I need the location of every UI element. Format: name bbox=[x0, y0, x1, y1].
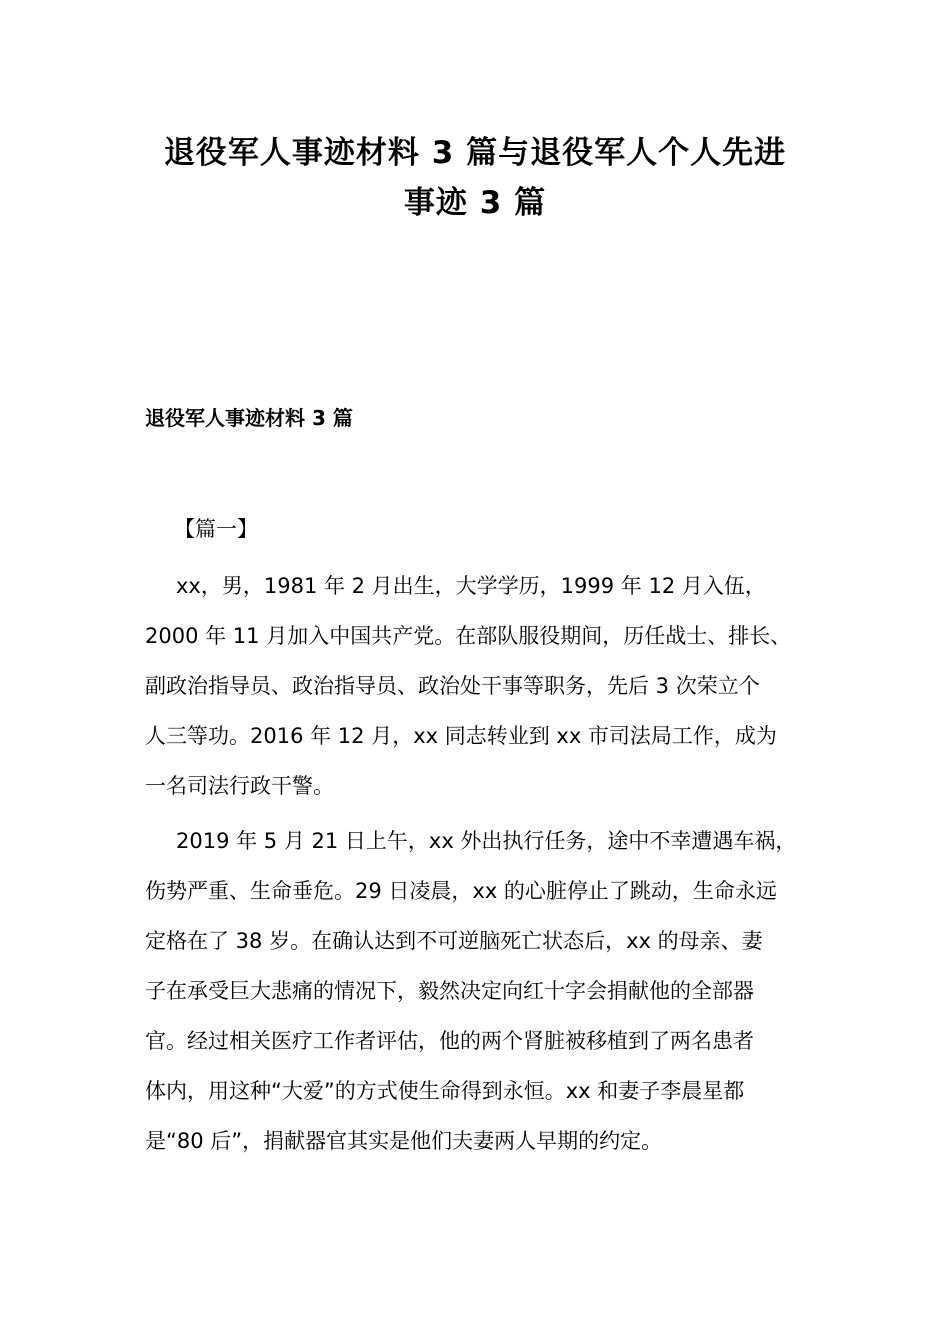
paragraph-2-line: 官。经过相关医疗工作者评估，他的两个肾脏被移植到了两名患者 bbox=[145, 1029, 754, 1053]
paragraph-1-line: 副政治指导员、政治指导员、政治处干事等职务，先后 3 次荣立个 bbox=[145, 674, 760, 698]
paragraph-1-line: 人三等功。2016 年 12 月，xx 同志转业到 xx 市司法局工作，成为 bbox=[145, 724, 777, 748]
paragraph-1-line: xx，男，1981 年 2 月出生，大学学历，1999 年 12 月入伍， bbox=[176, 574, 766, 598]
section-heading: 退役军人事迹材料 3 篇 bbox=[145, 406, 353, 430]
paragraph-2-line: 子在承受巨大悲痛的情况下，毅然决定向红十字会捐献他的全部器 bbox=[145, 979, 754, 1003]
part-label: 【篇一】 bbox=[174, 517, 258, 541]
paragraph-2-line: 是“80 后”，捐献器官其实是他们夫妻两人早期的约定。 bbox=[145, 1129, 663, 1153]
document-title-line-2: 事迹 3 篇 bbox=[403, 185, 547, 221]
paragraph-1-line: 2000 年 11 月加入中国共产党。在部队服役期间，历任战士、排长、 bbox=[145, 624, 792, 648]
paragraph-1-line: 一名司法行政干警。 bbox=[145, 774, 334, 798]
paragraph-2-line: 伤势严重、生命垂危。29 日凌晨，xx 的心脏停止了跳动，生命永远 bbox=[145, 879, 777, 903]
paragraph-2-line: 定格在了 38 岁。在确认达到不可逆脑死亡状态后，xx 的母亲、妻 bbox=[145, 929, 763, 953]
paragraph-2-line: 2019 年 5 月 21 日上午，xx 外出执行任务，途中不幸遭遇车祸， bbox=[176, 829, 797, 853]
document-title-line-1: 退役军人事迹材料 3 篇与退役军人个人先进 bbox=[163, 135, 787, 171]
paragraph-2-line: 体内，用这种“大爱”的方式使生命得到永恒。xx 和妻子李晨星都 bbox=[145, 1079, 745, 1103]
